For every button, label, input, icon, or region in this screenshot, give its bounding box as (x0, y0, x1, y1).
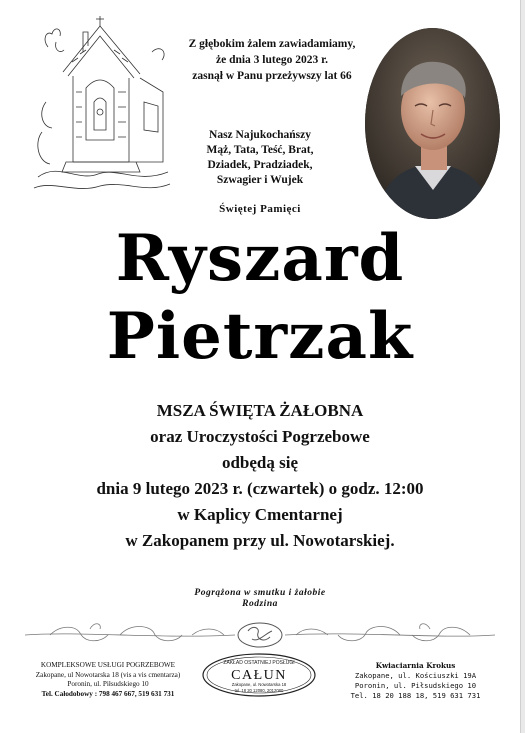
florist-name: Kwiaciarnia Krokus (375, 661, 456, 670)
deceased-last-name: Pietrzak (106, 299, 414, 374)
florist-address-2: Poronin, ul. Piłsudskiego 10 (354, 681, 477, 690)
funeral-mass-info (0, 398, 520, 554)
portrait-image (365, 28, 500, 219)
mass-line: oraz Uroczystości Pogrzebowe (150, 427, 370, 446)
mourners-line: Rodzina (242, 599, 278, 609)
florist-address: Zakopane, ul. Kościuszki 19A (354, 671, 477, 680)
portrait-photo (365, 28, 500, 219)
mourners-line: Pogrążona w smutku i żałobie (194, 588, 326, 598)
mass-line: MSZA ŚWIĘTA ŻAŁOBNA (156, 401, 364, 420)
relation-line: Szwagier i Wujek (216, 174, 304, 186)
logo-phones: tel. 18 20 12080, 2012080 (234, 688, 284, 693)
announcement-text (168, 36, 376, 84)
announcement-line: że dnia 3 lutego 2023 r. (215, 54, 329, 66)
deceased-first-name: Ryszard (115, 221, 405, 296)
mourners-note (150, 588, 370, 610)
mass-line: w Kaplicy Cmentarnej (177, 505, 343, 524)
relation-line: Nasz Najukochańszy (209, 129, 311, 141)
relation-line: Dziadek, Pradziadek, (207, 159, 313, 171)
mass-line: w Zakopanem przy ul. Nowotarskiej. (125, 531, 395, 550)
in-memory-label: Świętej Pamięci (219, 203, 301, 215)
florist-info (323, 661, 508, 701)
funeral-home-address-2: Poronin, ul. Piłsudskiego 10 (67, 680, 149, 688)
announcement-line: Z głębokim żalem zawiadamiamy, (188, 38, 356, 50)
mass-line: odbędą się (221, 453, 299, 472)
funeral-home-phone: Tel. Całodobowy : 798 467 667, 519 631 731 (41, 689, 175, 698)
logo-bottom-text: Zakopane, ul. Nowotarska 18 (231, 682, 287, 687)
chapel-illustration (28, 12, 173, 197)
family-relations (190, 128, 330, 188)
funeral-home-address: Zakopane, ul Nowotarska 18 (vis a vis cmentarza) (35, 670, 181, 679)
relation-line: Mąż, Tata, Teść, Brat, (206, 144, 314, 156)
funeral-home-title: KOMPLEKSOWE USŁUGI POGRZEBOWE (40, 661, 176, 669)
calun-logo (201, 652, 317, 698)
announcement-line: zasnął w Panu przeżywszy lat 66 (192, 70, 352, 82)
florist-phone: Tel. 18 20 188 18, 519 631 731 (350, 691, 481, 700)
logo-top-text: ZAKŁAD OSTATNIEJ POSŁUGI (223, 660, 295, 666)
mass-line: dnia 9 lutego 2023 r. (czwartek) o godz. 12:00 (96, 479, 424, 498)
funeral-home-info (18, 661, 198, 699)
logo-main-text: CAŁUN (231, 668, 287, 683)
floral-divider (20, 617, 500, 653)
